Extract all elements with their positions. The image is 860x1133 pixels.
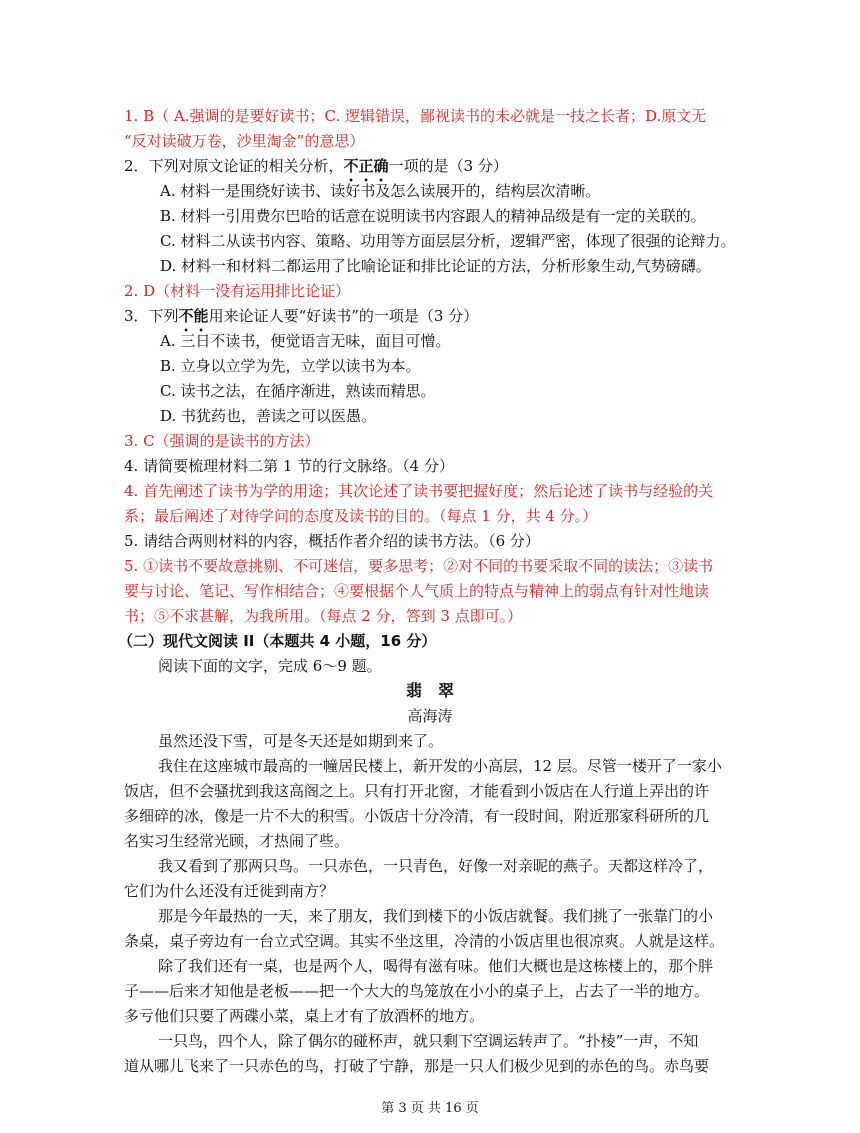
passage-line: 我又看到了那两只鸟。一只赤色，一只青色，好像一对亲昵的燕子。天都这样冷了， [158, 857, 714, 875]
answer-5-line-2: 要与讨论、笔记、写作相结合；④要根据个人气质上的特点与精神上的弱点有针对性地读 [124, 582, 710, 600]
passage-line: 它们为什么还没有迁徙到南方？ [124, 882, 335, 900]
question-5: 5. 请结合两则材料的内容，概括作者介绍的读书方法。（6 分） [124, 532, 540, 550]
passage-line: 饭店，但不会骚扰到我这高阁之上。只有打开北窗，才能看到小饭店在人行道上弄出的许 [124, 782, 710, 800]
answer-3: 3. C（强调的是读书的方法） [124, 432, 320, 450]
question-3-option-b: B. 立身以立学为先，立学以读书为本。 [160, 357, 421, 375]
question-3-option-a: A. 三日不读书，便觉语言无味，面目可憎。 [160, 332, 451, 350]
passage-line: 子——后来才知他是老板——把一个大大的鸟笼放在小小的桌子上，占去了一半的地方。 [124, 982, 710, 1000]
passage-line: 那是今年最热的一天，来了朋友，我们到楼下的小饭店就餐。我们挑了一张靠门的小 [158, 907, 714, 925]
passage-line: 除了我们还有一桌，也是两个人，喝得有滋有味。他们大概也是这栋楼上的，那个胖 [158, 957, 714, 975]
question-2-option-c: C. 材料二从读书内容、策略、功用等方面层层分析，逻辑严密，体现了很强的论辩力。 [160, 232, 736, 250]
passage-line: 条桌，桌子旁边有一台立式空调。其实不坐这里，冷清的小饭店里也很凉爽。人就是这样。 [124, 932, 725, 950]
question-3-points: 用来论证人要“好读书”的一项是（3 分） [208, 307, 479, 325]
question-2-points: 一项的是（3 分） [388, 157, 508, 175]
section-heading: （二）现代文阅读 II（本题共 4 小题，16 分） [118, 632, 437, 650]
article-author: 高海涛 [407, 707, 453, 725]
answer-1-continued: “反对读破万卷，沙里淘金”的意思） [124, 132, 365, 150]
answer-2: 2. D（材料一没有运用排比论证） [124, 282, 351, 300]
question-2-stem: 2．下列对原文论证的相关分析， [124, 157, 344, 175]
answer-4-line-2: 系；最后阐述了对待学问的态度及读书的目的。（每点 1 分，共 4 分。） [124, 507, 598, 525]
question-2-option-b: B. 材料一引用费尔巴哈的话意在说明读书内容跟人的精神品级是有一定的关联的。 [160, 207, 706, 225]
answer-5-line-3: 书；⑤不求甚解，为我所用。（每点 2 分，答到 3 点即可。） [124, 607, 523, 625]
question-3-emphasis: 不能 [178, 307, 209, 325]
passage-line: 一只鸟，四个人，除了偶尔的碰杯声，就只剩下空调运转声了。“扑棱”一声，不知 [158, 1032, 699, 1050]
question-2-emphasis: 不正确 [343, 157, 389, 175]
page-footer: 第 3 页 共 16 页 [381, 1101, 479, 1116]
passage-line: 道从哪儿飞来了一只赤色的鸟，打破了宁静，那是一只人们极少见到的赤色的鸟。赤鸟要 [124, 1057, 710, 1075]
question-3-option-c: C. 读书之法，在循序渐进，熟读而精思。 [160, 382, 436, 400]
question-2-option-a: A. 材料一是围绕好读书、读好书及怎么读展开的，结构层次清晰。 [160, 182, 601, 200]
passage-line: 我住在这座城市最高的一幢居民楼上，新开发的小高层，12 层。尽管一楼开了一家小 [158, 757, 722, 775]
answer-1: 1. B（ A.强调的是要好读书；C. 逻辑错误，鄙视读书的未必就是一技之长者；D.原文无 [124, 107, 707, 125]
section-instruction: 阅读下面的文字，完成 6～9 题。 [158, 657, 382, 675]
answer-4-line-1: 4. 首先阐述了读书为学的用途；其次论述了读书要把握好度；然后论述了读书与经验的关 [124, 482, 714, 500]
article-title: 翡 翠 [405, 681, 454, 700]
passage-line: 虽然还没下雪，可是冬天还是如期到来了。 [158, 732, 444, 750]
passage-line: 多细碎的冰，像是一片不大的积雪。小饭店十分冷清，有一段时间，附近那家科研所的几 [124, 807, 710, 825]
answer-5-line-1: 5. ①读书不要故意挑剔、不可迷信，要多思考；②对不同的书要采取不同的读法；③读书 [124, 557, 714, 575]
passage-line: 多亏他们只要了两碟小菜，桌上才有了放酒杯的地方。 [124, 1007, 485, 1025]
question-3-option-d: D. 书犹药也，善读之可以医愚。 [160, 407, 377, 425]
passage-line: 名实习生经常光顾，才热闹了些。 [124, 832, 350, 850]
question-2-option-d: D. 材料一和材料二都运用了比喻论证和排比论证的方法，分析形象生动,气势磅礴。 [160, 257, 711, 275]
question-4: 4. 请简要梳理材料二第 1 节的行文脉络。（4 分） [124, 457, 454, 475]
question-3-stem: 3．下列 [124, 307, 179, 325]
